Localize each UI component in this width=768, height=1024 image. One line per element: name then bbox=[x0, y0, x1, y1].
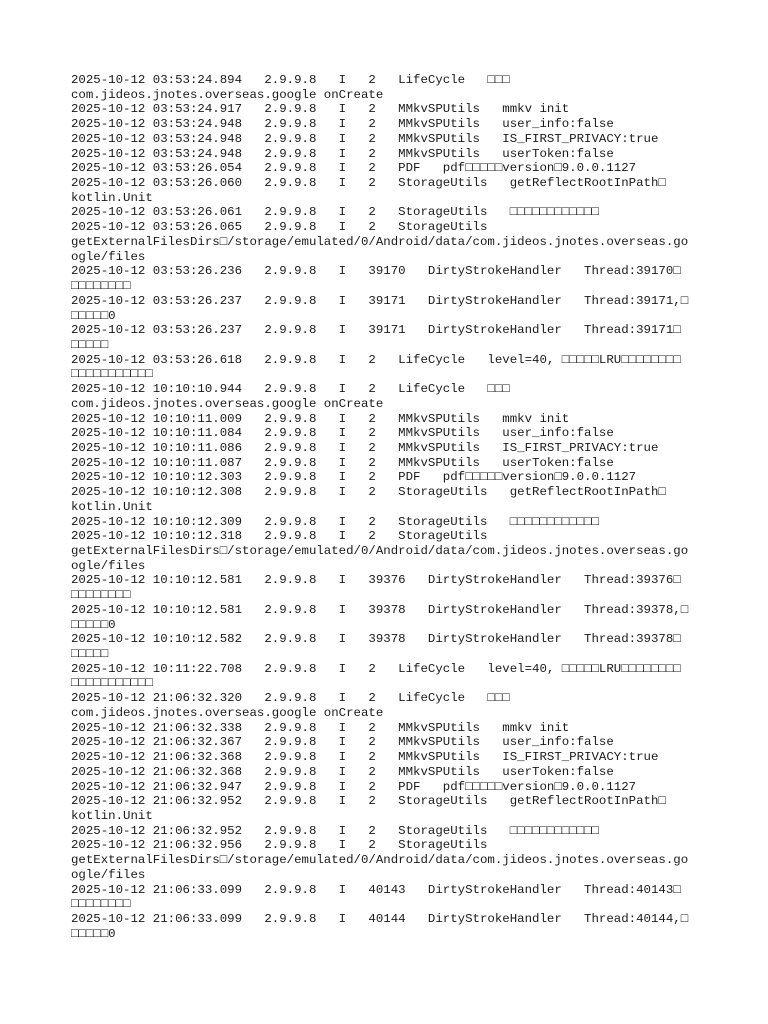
log-line: 2025-10-12 03:53:26.054 2.9.9.8 I 2 PDF pdf□□□□□version□9.0.0.1127 bbox=[71, 161, 637, 176]
log-line: 2025-10-12 10:11:22.708 2.9.9.8 I 2 LifeCycle level=40, □□□□□LRU□□□□□□□□ bbox=[71, 661, 681, 676]
log-line: 2025-10-12 21:06:32.367 2.9.9.8 I 2 MMkvSPUtils user_info:false bbox=[71, 735, 614, 750]
log-line: ogle/files bbox=[71, 867, 146, 882]
log-line: 2025-10-12 03:53:24.917 2.9.9.8 I 2 MMkvSPUtils mmkv init bbox=[71, 102, 570, 117]
log-line: 2025-10-12 03:53:26.237 2.9.9.8 I 39171 DirtyStrokeHandler Thread:39171□ bbox=[71, 323, 681, 338]
log-line: 2025-10-12 03:53:26.061 2.9.9.8 I 2 StorageUtils □□□□□□□□□□□□ bbox=[71, 205, 599, 220]
log-line: ogle/files bbox=[71, 558, 146, 573]
log-line: kotlin.Unit bbox=[71, 190, 153, 205]
log-line: 2025-10-12 21:06:32.947 2.9.9.8 I 2 PDF pdf□□□□□version□9.0.0.1127 bbox=[71, 779, 637, 794]
log-line: □□□□□□□□ bbox=[71, 897, 131, 912]
log-line: 2025-10-12 03:53:26.237 2.9.9.8 I 39171 DirtyStrokeHandler Thread:39171,□ bbox=[71, 293, 689, 308]
log-line: 2025-10-12 03:53:26.236 2.9.9.8 I 39170 DirtyStrokeHandler Thread:39170□ bbox=[71, 264, 681, 279]
log-line: □□□□□ bbox=[71, 647, 109, 662]
log-line: 2025-10-12 10:10:12.308 2.9.9.8 I 2 StorageUtils getReflectRootInPath□ bbox=[71, 485, 666, 500]
log-line: 2025-10-12 21:06:32.338 2.9.9.8 I 2 MMkvSPUtils mmkv init bbox=[71, 720, 570, 735]
log-line: com.jideos.jnotes.overseas.google onCreate bbox=[71, 396, 384, 411]
log-line: 2025-10-12 10:10:11.009 2.9.9.8 I 2 MMkvSPUtils mmkv init bbox=[71, 411, 570, 426]
log-line: 2025-10-12 21:06:32.320 2.9.9.8 I 2 LifeCycle □□□ bbox=[71, 691, 510, 706]
log-line: com.jideos.jnotes.overseas.google onCreate bbox=[71, 87, 384, 102]
log-line: 2025-10-12 21:06:32.956 2.9.9.8 I 2 StorageUtils bbox=[71, 838, 488, 853]
log-line: 2025-10-12 10:10:12.303 2.9.9.8 I 2 PDF pdf□□□□□version□9.0.0.1127 bbox=[71, 470, 637, 485]
log-line: ogle/files bbox=[71, 249, 146, 264]
log-line: 2025-10-12 21:06:32.368 2.9.9.8 I 2 MMkvSPUtils IS_FIRST_PRIVACY:true bbox=[71, 750, 659, 765]
log-line: 2025-10-12 10:10:11.087 2.9.9.8 I 2 MMkvSPUtils userToken:false bbox=[71, 455, 614, 470]
log-line: □□□□□□□□□□□ bbox=[71, 676, 153, 691]
log-line: 2025-10-12 10:10:12.318 2.9.9.8 I 2 StorageUtils bbox=[71, 529, 488, 544]
log-line: □□□□□□□□ bbox=[71, 279, 131, 294]
log-line: 2025-10-12 10:10:12.581 2.9.9.8 I 39376 DirtyStrokeHandler Thread:39376□ bbox=[71, 573, 681, 588]
log-line: 2025-10-12 10:10:12.581 2.9.9.8 I 39378 DirtyStrokeHandler Thread:39378,□ bbox=[71, 602, 689, 617]
log-line: □□□□□0 bbox=[71, 617, 116, 632]
log-line: getExternalFilesDirs□/storage/emulated/0/Android/data/com.jideos.jnotes.overseas.go bbox=[71, 234, 689, 249]
log-line: 2025-10-12 10:10:11.086 2.9.9.8 I 2 MMkvSPUtils IS_FIRST_PRIVACY:true bbox=[71, 440, 659, 455]
log-line: 2025-10-12 03:53:24.948 2.9.9.8 I 2 MMkvSPUtils userToken:false bbox=[71, 146, 614, 161]
log-line: 2025-10-12 21:06:33.099 2.9.9.8 I 40144 DirtyStrokeHandler Thread:40144,□ bbox=[71, 911, 689, 926]
log-line: □□□□□ bbox=[71, 337, 109, 352]
log-line: getExternalFilesDirs□/storage/emulated/0/Android/data/com.jideos.jnotes.overseas.go bbox=[71, 544, 689, 558]
log-line: 2025-10-12 21:06:32.952 2.9.9.8 I 2 StorageUtils getReflectRootInPath□ bbox=[71, 794, 666, 809]
log-line: 2025-10-12 03:53:24.948 2.9.9.8 I 2 MMkvSPUtils user_info:false bbox=[71, 117, 614, 132]
log-line: □□□□□0 bbox=[71, 308, 116, 323]
log-line: 2025-10-12 03:53:26.618 2.9.9.8 I 2 LifeCycle level=40, □□□□□LRU□□□□□□□□ bbox=[71, 352, 681, 367]
log-line: 2025-10-12 10:10:12.309 2.9.9.8 I 2 StorageUtils □□□□□□□□□□□□ bbox=[71, 514, 599, 529]
log-line: 2025-10-12 21:06:32.952 2.9.9.8 I 2 StorageUtils □□□□□□□□□□□□ bbox=[71, 823, 599, 838]
log-line: kotlin.Unit bbox=[71, 499, 153, 514]
log-line: getExternalFilesDirs□/storage/emulated/0/Android/data/com.jideos.jnotes.overseas.go bbox=[71, 853, 689, 868]
log-line: 2025-10-12 10:10:10.944 2.9.9.8 I 2 LifeCycle □□□ bbox=[71, 382, 510, 397]
log-line: 2025-10-12 03:53:24.948 2.9.9.8 I 2 MMkvSPUtils IS_FIRST_PRIVACY:true bbox=[71, 131, 659, 146]
log-line: 2025-10-12 10:10:12.582 2.9.9.8 I 39378 DirtyStrokeHandler Thread:39378□ bbox=[71, 632, 681, 647]
log-line: 2025-10-12 21:06:32.368 2.9.9.8 I 2 MMkvSPUtils userToken:false bbox=[71, 764, 614, 779]
log-line: □□□□□□□□□□□ bbox=[71, 367, 153, 382]
log-text-block bbox=[71, 73, 711, 941]
log-line: com.jideos.jnotes.overseas.google onCreate bbox=[71, 705, 384, 720]
log-line: □□□□□0 bbox=[71, 926, 116, 941]
log-line: 2025-10-12 03:53:26.065 2.9.9.8 I 2 StorageUtils bbox=[71, 220, 488, 235]
log-line: 2025-10-12 03:53:26.060 2.9.9.8 I 2 StorageUtils getReflectRootInPath□ bbox=[71, 176, 666, 191]
log-line: kotlin.Unit bbox=[71, 808, 153, 823]
log-line: 2025-10-12 10:10:11.084 2.9.9.8 I 2 MMkvSPUtils user_info:false bbox=[71, 426, 614, 441]
log-line: 2025-10-12 21:06:33.099 2.9.9.8 I 40143 DirtyStrokeHandler Thread:40143□ bbox=[71, 882, 681, 897]
log-line: □□□□□□□□ bbox=[71, 588, 131, 603]
log-line: 2025-10-12 03:53:24.894 2.9.9.8 I 2 LifeCycle □□□ bbox=[71, 73, 510, 87]
